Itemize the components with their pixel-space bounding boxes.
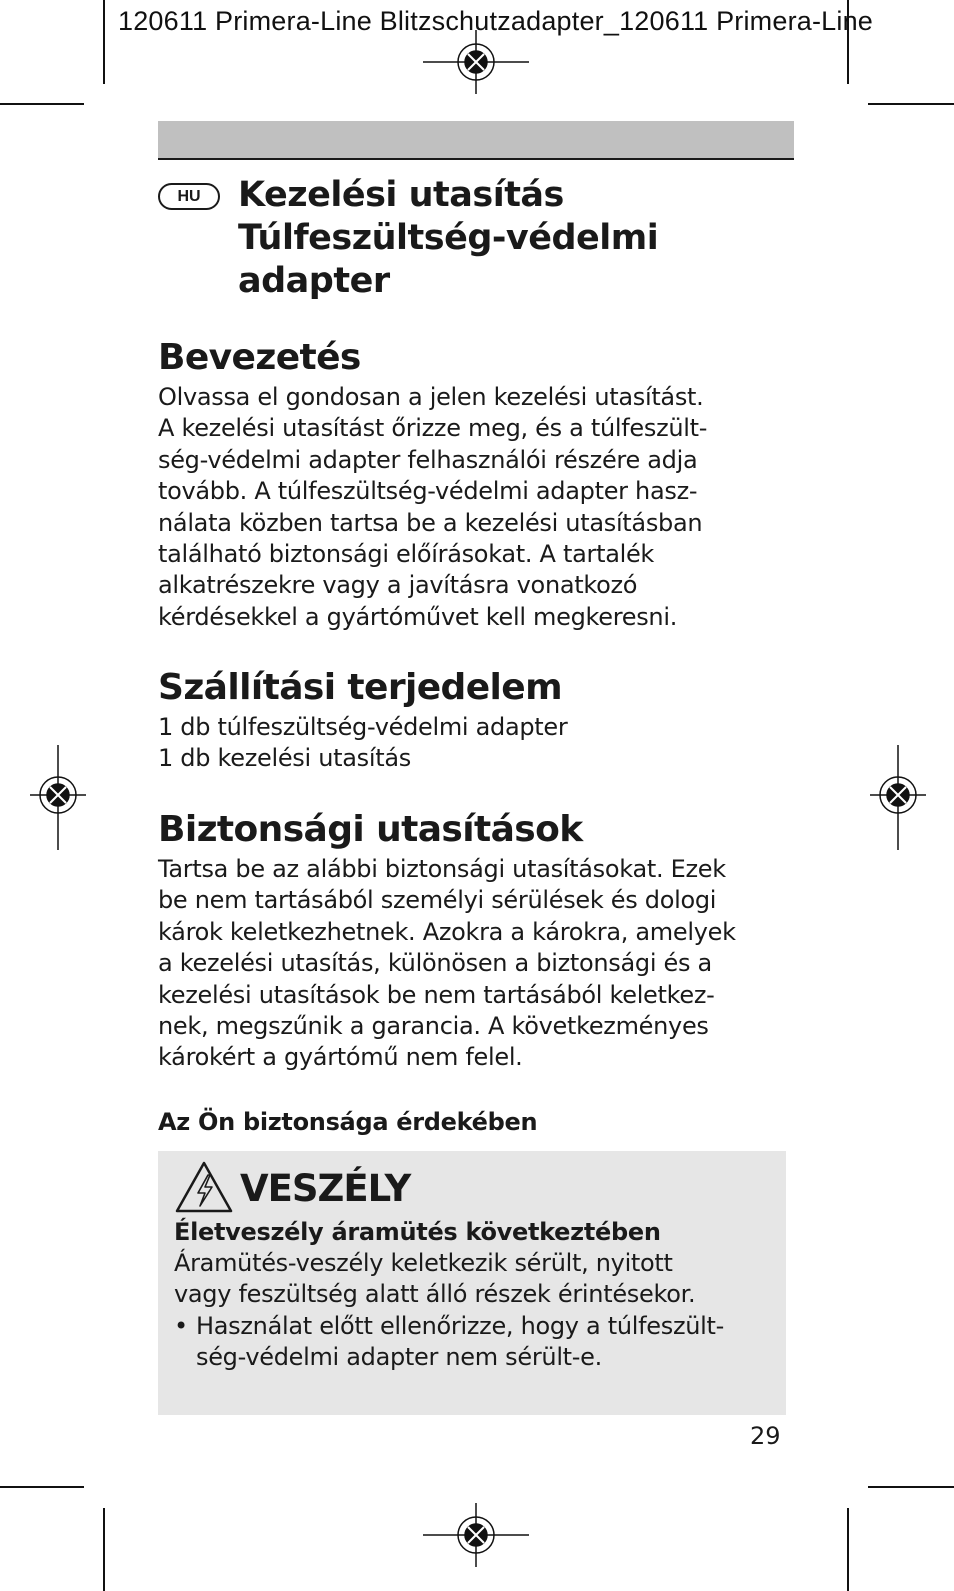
text-line: kérdésekkel a gyártóművet kell megkeresni. bbox=[158, 602, 678, 631]
text-line: károk keletkezhetnek. Azokra a károkra, amelyek bbox=[158, 917, 736, 946]
section-body bbox=[158, 382, 707, 633]
text-line: be nem tartásából személyi sérülések és dologi bbox=[158, 886, 717, 915]
section-body bbox=[158, 854, 736, 1074]
title-line: Kezelési utasítás bbox=[238, 175, 564, 215]
safety-subheading: Az Ön biztonsága érdekében bbox=[158, 1108, 538, 1136]
section-heading: Biztonsági utasítások bbox=[158, 809, 583, 850]
print-slug: 120611 Primera-Line Blitzschutzadapter_120611 Primera-Line bbox=[118, 6, 874, 36]
text-line: ség-védelmi adapter nem sérült-e. bbox=[196, 1343, 602, 1372]
text-line: 1 db túlfeszültség-védelmi adapter bbox=[158, 713, 568, 741]
registration-mark-top bbox=[423, 30, 529, 94]
text-line: 1 db kezelési utasítás bbox=[158, 744, 411, 773]
text-line: ség-védelmi adapter felhasználói részére adja bbox=[158, 445, 698, 474]
danger-text bbox=[174, 1248, 724, 1311]
text-line: nálata közben tartsa be a kezelési utasításban bbox=[158, 508, 703, 537]
text-line: Tartsa be az alábbi biztonsági utasításokat. Ezek bbox=[158, 855, 726, 883]
danger-warning-box bbox=[158, 1151, 786, 1415]
text-line: Használat előtt ellenőrizze, hogy a túlfeszült- bbox=[196, 1311, 725, 1340]
text-line: vagy feszültség alatt álló részek érintésekor. bbox=[174, 1280, 696, 1309]
high-voltage-warning-icon bbox=[174, 1160, 234, 1218]
section-heading: Szállítási terjedelem bbox=[158, 667, 562, 708]
title-line: adapter bbox=[238, 261, 390, 301]
danger-body bbox=[174, 1217, 724, 1374]
section-safety-instructions bbox=[158, 806, 736, 1074]
section-heading: Bevezetés bbox=[158, 337, 361, 378]
bullet-text bbox=[196, 1311, 724, 1374]
danger-header bbox=[174, 1155, 410, 1223]
text-line: nek, megszűnik a garancia. A következményes bbox=[158, 1012, 709, 1041]
language-badge: HU bbox=[158, 183, 220, 210]
registration-mark-bottom bbox=[423, 1503, 529, 1567]
bullet-marker: • bbox=[174, 1311, 188, 1340]
text-line: károkért a gyártómű nem felel. bbox=[158, 1043, 523, 1072]
text-line: A kezelési utasítást őrizze meg, és a túlfeszült- bbox=[158, 414, 708, 443]
section-introduction bbox=[158, 334, 707, 633]
page-number: 29 bbox=[750, 1422, 781, 1450]
text-line: Áramütés-veszély keletkezik sérült, nyitott bbox=[174, 1249, 673, 1277]
danger-signal-word: VESZÉLY bbox=[240, 1167, 411, 1210]
text-line: kezelési utasítások be nem tartásából keletkez- bbox=[158, 980, 715, 1009]
danger-bullet-item bbox=[174, 1311, 724, 1374]
text-line: tovább. A túlfeszültség-védelmi adapter hasz- bbox=[158, 477, 698, 506]
danger-subheading: Életveszély áramütés következtében bbox=[174, 1218, 661, 1246]
section-body bbox=[158, 712, 567, 775]
text-line: alkatrészekre vagy a javításra vonatkozó bbox=[158, 571, 638, 600]
text-line: a kezelési utasítás, különösen a biztonsági és a bbox=[158, 949, 712, 978]
title-line: Túlfeszültség-védelmi bbox=[238, 218, 659, 258]
header-bar bbox=[158, 121, 794, 160]
registration-mark-left bbox=[30, 745, 86, 850]
registration-mark-right bbox=[870, 745, 926, 850]
section-scope-of-delivery bbox=[158, 664, 567, 775]
document-title bbox=[238, 174, 798, 303]
text-line: található biztonsági előírásokat. A tartalék bbox=[158, 540, 655, 569]
text-line: Olvassa el gondosan a jelen kezelési utasítást. bbox=[158, 383, 704, 411]
